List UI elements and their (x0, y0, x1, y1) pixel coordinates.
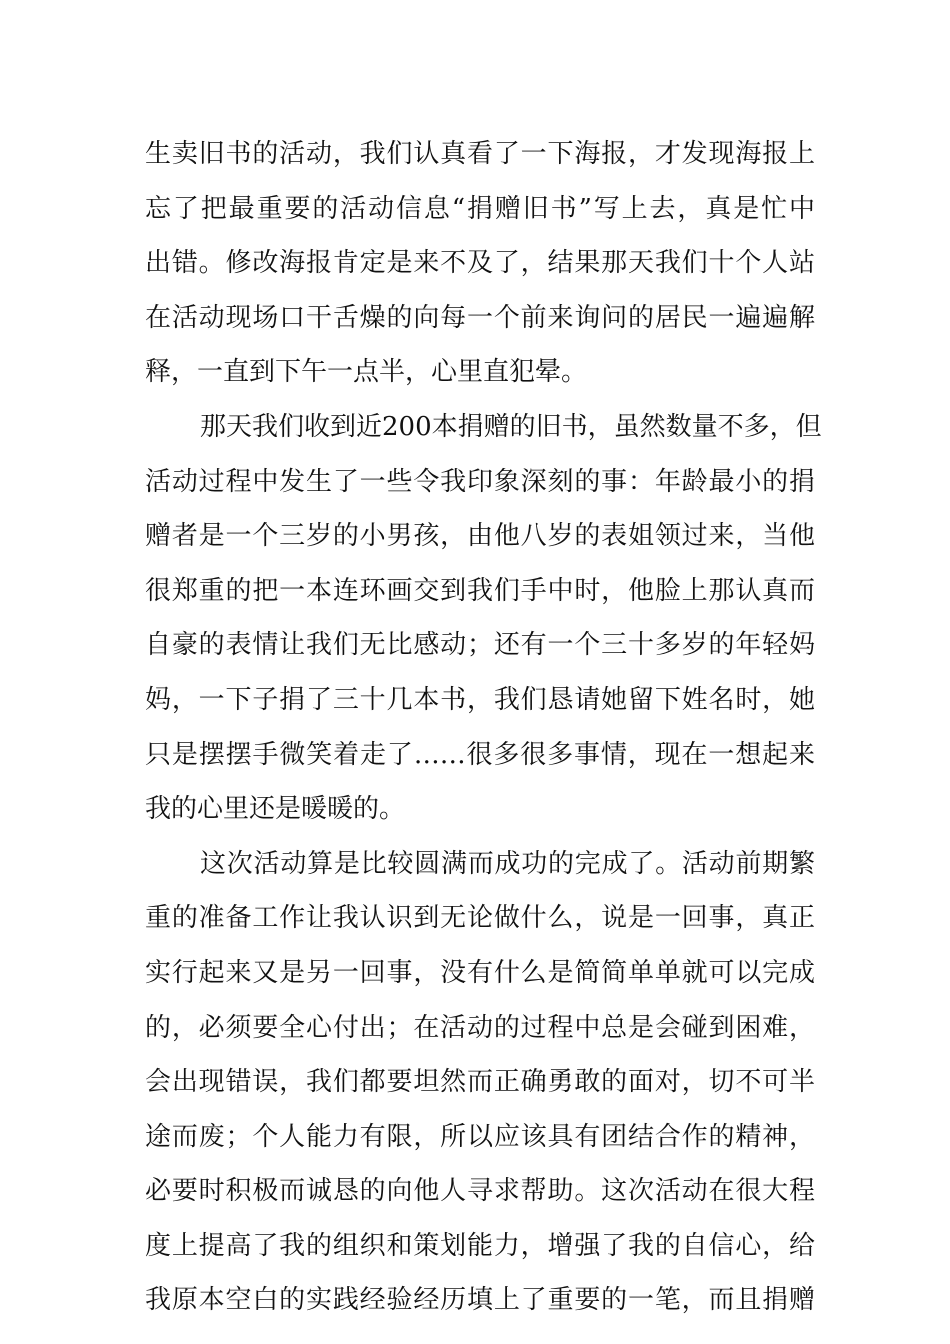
text-line: 重的准备工作让我认识到无论做什么，说是一回事，真正 (145, 903, 815, 934)
document-body (145, 127, 822, 1328)
text-line: 活动过程中发生了一些令我印象深刻的事：年龄最小的捐 (145, 466, 815, 497)
text-line: 途而废；个人能力有限，所以应该具有团结合作的精神， (145, 1121, 815, 1152)
text-line: 很郑重的把一本连环画交到我们手中时，他脸上那认真而 (145, 575, 815, 606)
text-line: 会出现错误，我们都要坦然而正确勇敢的面对，切不可半 (145, 1067, 815, 1098)
paragraph-3 (145, 837, 815, 1328)
text-line: 我原本空白的实践经验经历填上了重要的一笔，而且捐赠 (145, 1285, 815, 1316)
paragraph-1 (145, 127, 815, 400)
text-line: 那天我们收到近200本捐赠的旧书，虽然数量不多，但 (200, 411, 822, 442)
text-line: 只是摆摆手微笑着走了……很多很多事情，现在一想起来 (145, 739, 815, 770)
text-line: 赠者是一个三岁的小男孩，由他八岁的表姐领过来，当他 (145, 521, 815, 552)
text-line: 释，一直到下午一点半，心里直犯晕。 (145, 357, 588, 388)
paragraph-2 (145, 400, 822, 837)
text-line: 我的心里还是暖暖的。 (145, 794, 406, 825)
text-line: 在活动现场口干舌燥的向每一个前来询问的居民一遍遍解 (145, 302, 815, 333)
text-line: 出错。修改海报肯定是来不及了，结果那天我们十个人站 (145, 248, 815, 279)
text-line: 自豪的表情让我们无比感动；还有一个三十多岁的年轻妈 (145, 630, 815, 661)
text-line: 实行起来又是另一回事，没有什么是简简单单就可以完成 (145, 957, 815, 988)
text-line: 妈，一下子捐了三十几本书，我们恳请她留下姓名时，她 (145, 684, 815, 715)
text-line: 的，必须要全心付出；在活动的过程中总是会碰到困难， (145, 1012, 815, 1043)
text-line: 必要时积极而诚恳的向他人寻求帮助。这次活动在很大程 (145, 1176, 815, 1207)
text-line: 度上提高了我的组织和策划能力，增强了我的自信心，给 (145, 1230, 815, 1261)
text-line: 生卖旧书的活动，我们认真看了一下海报，才发现海报上 (145, 139, 815, 169)
text-line: 这次活动算是比较圆满而成功的完成了。活动前期繁 (200, 848, 815, 879)
text-line: 忘了把最重要的活动信息“捐赠旧书”写上去，真是忙中 (145, 193, 815, 224)
